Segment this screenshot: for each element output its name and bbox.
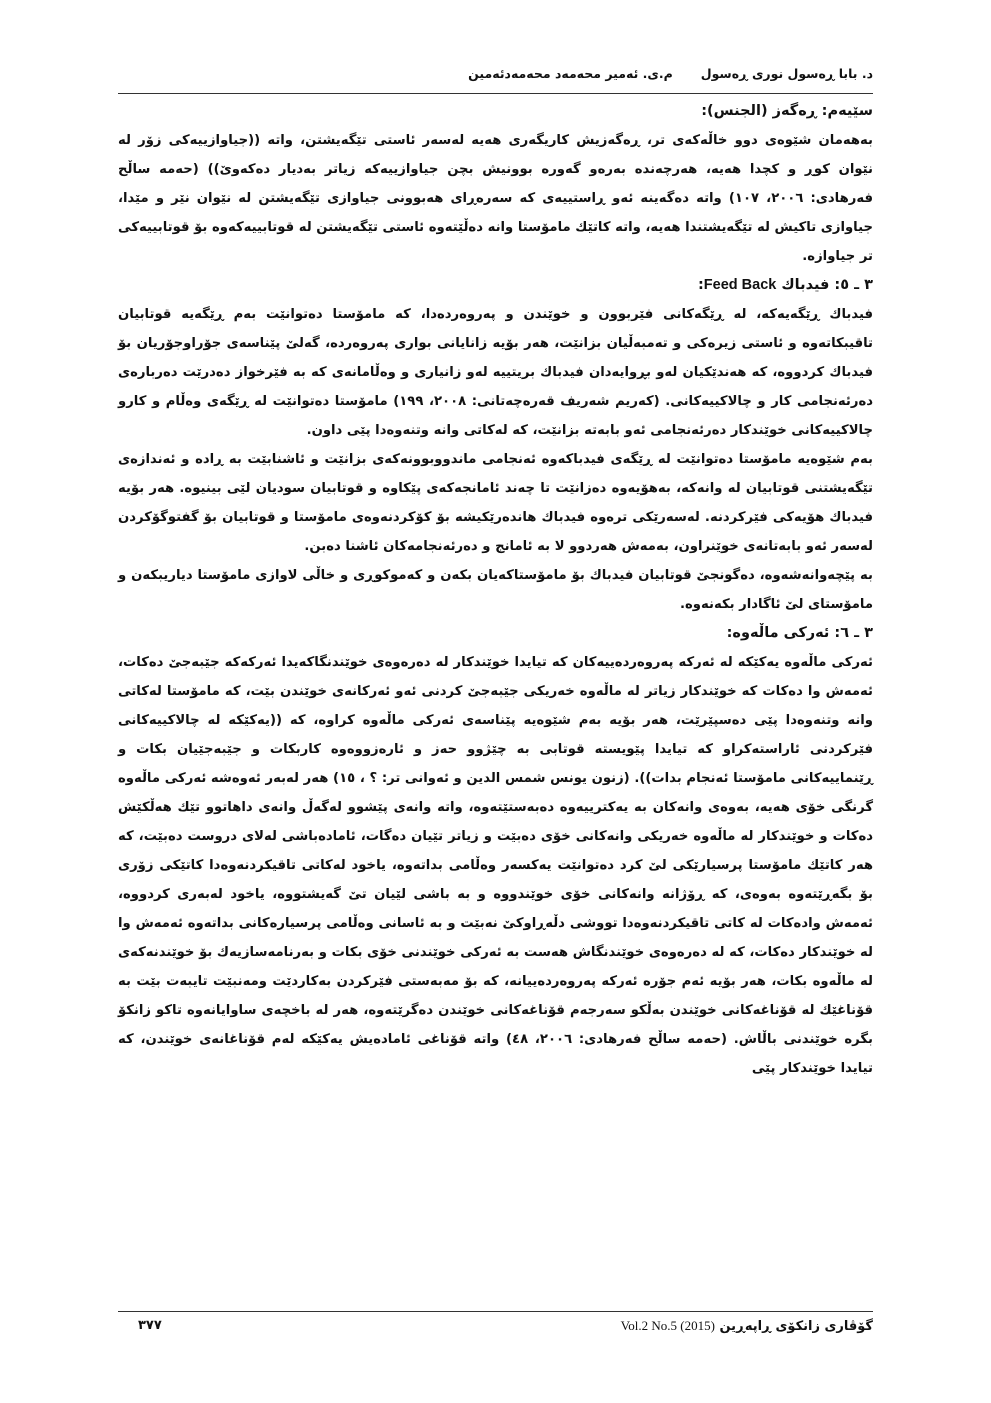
feedback-heading-text: ٣ ـ ٥: فیدباك (781, 277, 873, 293)
journal-volume: Vol.2 No.5 (2015) (620, 1318, 715, 1333)
feedback-heading-colon: : (697, 277, 704, 293)
author-2: م.ی. ئەمیر محەمەد محەمەدئەمین (468, 66, 673, 81)
journal-name: گۆڤاری زانکۆی ڕاپەڕین (719, 1319, 873, 1334)
paragraph-feedback-2: بەم شێوەیە مامۆستا دەتوانێت لە ڕێگەی فیدباکەوە ئەنجامی ماندووبوونەکەی بزانێت و ئاشنابێت بە ڕادە و ئەندازەی تێگەیشتنی قوتابیان لە وانەکە، بەهۆیەوە دەزانێت تا چەند ئامانجەکەی پێکاوە و قوتابیان سودیان لێی بینیوە. هەر بۆیە فیدباك هۆیەکی فێرکردنە. لەسەرێکی ترەوە فیدباك هاندەرێکیشە بۆ کۆکردنەوەی مامۆستا و قوتابیان بۆ گفتوگۆکردن لەسەر ئەو بابەتانەی خوێنراون، بەمەش هەردوو لا بە ئامانج و دەرئەنجامەکان ئاشنا دەبن. (118, 452, 873, 554)
paragraph-gender: بەهەمان شێوەی دوو خاڵەکەی تر، ڕەگەزیش کاریگەری هەیە لەسەر ئاستی تێگەیشتن، واتە ((جیاوازییەکی زۆر لە نێوان کوڕ و کچدا هەیە، هەرچەندە بەرەو گەورە بوونیش بچن جیاوازییەکە زیاتر بەدیار دەکەوێ)) (حەمە ساڵح فەرهادی: ٢٠٠٦، ١٠٧) واتە دەگەینە ئەو ڕاستییەی کە سەرەڕای هەبوونی جیاوازی تێگەیشتن لە نێوان نێر و مێدا، جیاوازی تاکیش لە تێگەیشتندا هەیە، واتە کاتێك مامۆستا وانە دەڵێتەوە ئاستی تێگەیشتن لە قوتابییەکەوە بۆ قوتابییەکی تر جیاوازە. (118, 133, 873, 264)
page-header (118, 56, 873, 90)
page-number: ٣٧٧ (138, 1318, 162, 1333)
paragraph-homework: ئەرکی ماڵەوە یەکێکە لە ئەرکە پەروەردەییەکان کە تیایدا خوێندکار لە دەرەوەی خوێندنگاکەیدا ئەرکەکە جێبەجێ دەکات، ئەمەش وا دەکات کە خوێندکار زیاتر لە ماڵەوە خەریکی جێبەجێ کردنی ئەو ئەرکانەی خوێندن بێت، کە مامۆستا لەکاتی وانە وتنەوەدا پێی دەسپێرێت، هەر بۆیە بەم شێوەیە پێناسەی ئەرکی ماڵەوە کراوە، کە ((یەکێکە لە چالاکییەکانی فێرکردنی ئاراستەکراو کە تیایدا پێویستە قوتابی بە چێژوو حەز و ئارەزووەوە کاربکات و جێبەجێیان بکات و ڕێنماییەکانی مامۆستا ئەنجام بدات)). (زنون یونس شمس الدین و ئەوانی تر: ؟ ، ١٥) هەر لەبەر ئەوەشە ئەرکی ماڵەوە گرنگی خۆی هەیە، بەوەی وانەکان بە یەکترییەوە دەبەستێتەوە، واتە وانەی پێشوو لەگەڵ وانەی داهاتوو تێك هەڵکێش دەکات و خوێندکار لە ماڵەوە خەریکی وانەکانی خۆی دەبێت و زیاتر تێیان دەگات، ئامادەباشی لەلای دروست دەبێت، کە هەر کاتێك مامۆستا پرسیارێکی لێ کرد دەتوانێت یەکسەر وەڵامی بداتەوە، یاخود لەکاتی تاقیکردنەوەدا کاتێکی زۆری بۆ بگەڕێتەوە بەوەی، کە ڕۆژانە وانەکانی خۆی خوێندووە و بە باشی لێیان تێ گەیشتووە، یاخود لەبەری کردووە، ئەمەش وادەکات لە کاتی تاقیکردنەوەدا تووشی دڵەڕاوکێ نەبێت و بە ئاسانی وەڵامی پرسیارەکانی بداتەوە ئەمەش وا لە خوێندکار دەکات، کە لە دەرەوەی خوێندنگاش هەست بە ئەرکی خوێندنی خۆی بکات و بەرنامەسازیەك بۆ خوێندنەکەی لە ماڵەوە بکات، هەر بۆیە ئەم جۆرە ئەرکە پەروەردەییانە، کە بۆ مەبەستی فێرکردن بەکاردێت ومەنبێت تایبەت بێت بە قۆناغێك لە قۆناغەکانی خوێندن بەڵکو سەرجەم قۆناغەکانی خوێندن دەگرێتەوە، هەر لە باخچەی ساوایانەوە تاکو زانکۆ بگرە خوێندنی باڵاش. (حەمە ساڵح فەرهادی: ٢٠٠٦، ٤٨) واتە قۆناغی ئامادەیش یەکێکە لەم قۆناغانەی خوێندن، کە تیایدا خوێندکار پێی (118, 655, 873, 1076)
section-heading-gender: سێیەم: ڕەگەز (الجنس): (701, 103, 873, 119)
journal-title (613, 1318, 873, 1334)
section-heading-homework: ٣ ـ ٦: ئەرکی ماڵەوە: (726, 625, 873, 641)
author-line (468, 66, 873, 81)
header-divider (118, 93, 873, 94)
article-body (118, 97, 873, 1083)
feedback-heading-english: Feed Back (703, 277, 777, 293)
page-footer (118, 1318, 873, 1342)
author-1: د. بابا ڕەسول نوری ڕەسول (700, 66, 873, 81)
paragraph-feedback-1: فیدباك ڕێگەیەکە، لە ڕێگەکانی فێربوون و خوێندن و پەروەردەدا، کە مامۆستا دەتوانێت بەم ڕێگەیە قوتابیان تاقیبکاتەوە و ئاستی زیرەکی و تەمبەڵیان بزانێت، هەر بۆیە زانایانی بواری پەروەردە، گەلێ پێناسەی جۆراوجۆریان بۆ فیدباك کردووە، کە هەندێکیان لەو بڕوایەدان فیدباك بریتییە لەو زانیاری و وەڵامانەی کە بە فێرخواز دەدرێت دەربارەی دەرئەنجامی کار و چالاکییەکانی. (کەریم شەریف قەرەچەتانی: ٢٠٠٨، ١٩٩) مامۆستا دەتوانێت لە ڕێگەی وەڵام و کارو چالاکییەکانی خوێندکار دەرئەنجامی ئەو بابەتە بزانێت، کە لەکاتی وانە وتنەوەدا پێی داون. (118, 307, 873, 438)
footer-divider (118, 1311, 873, 1312)
section-heading-feedback (118, 271, 873, 300)
paragraph-feedback-3: بە پێچەوانەشەوە، دەگونجێ قوتابیان فیدباك بۆ مامۆستاکەیان بکەن و کەموکوڕی و خاڵی لاوازی مامۆستا دیاریبکەن و مامۆستای لێ ئاگادار بکەنەوە. (118, 568, 873, 612)
